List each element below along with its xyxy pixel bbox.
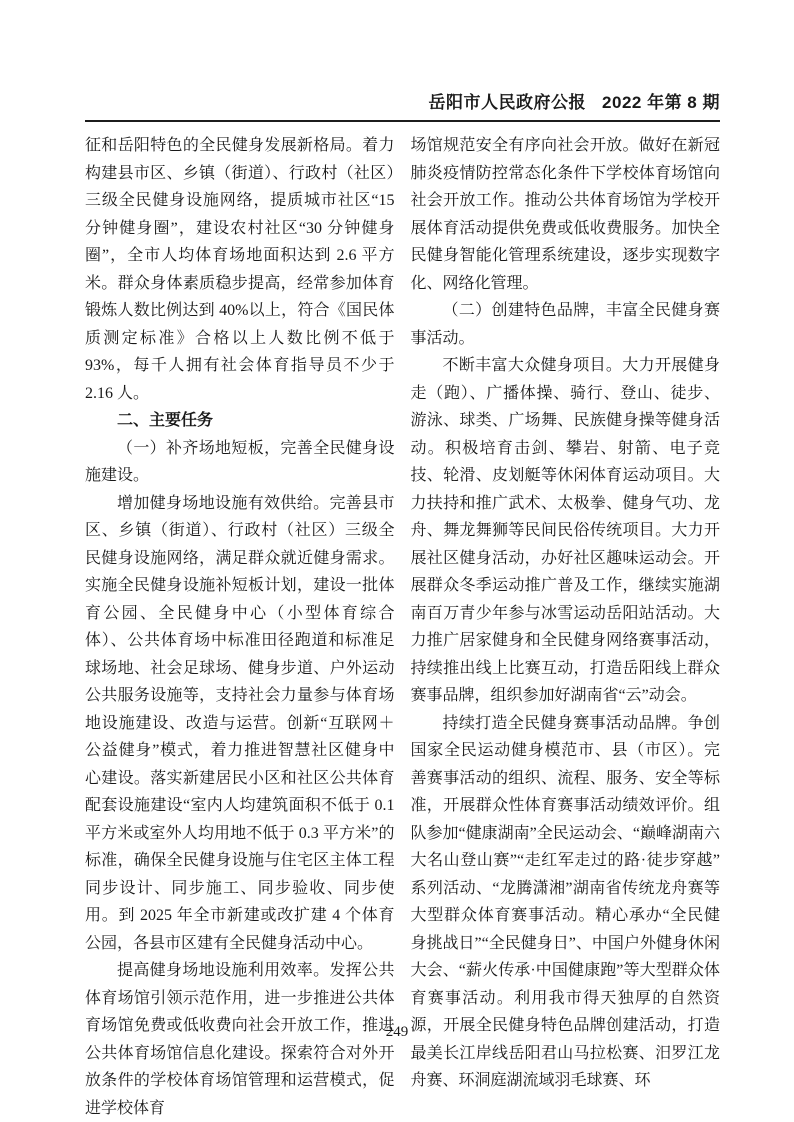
paragraph: 持续打造全民健身赛事活动品牌。争创国家全民运动健身模范市、县（市区）。完善赛事活动的组织、流程、服务、安全等标准，开展群众性体育赛事活动绩效评价。组队参加“健康湖南”全民运动会、“巅峰湖南六大名山登山赛”“走红军走过的路·徒步穿越”系列活动、“龙腾潇湘”湖南省传统龙舟赛等大型群众体育赛事活动。精心承办“全民健身挑战日”“全民健身日”、中国户外健身休闲大会、“薪火传承·中国健康跑”等大型群众体育赛事活动。利用我市得天独厚的自然资源，开展全民健身特色品牌创建活动，打造最美长江岸线岳阳君山马拉松赛、汨罗江龙舟赛、环洞庭湖流域羽毛球赛、环 <box>410 714 720 1089</box>
gazette-title: 岳阳市人民政府公报 <box>428 93 587 112</box>
paragraph-continued: 征和岳阳特色的全民健身发展新格局。着力构建县市区、乡镇（街道）、行政村（社区）三级全民健身设施网络，提质城市社区“15 分钟健身圈”，建设农村社区“30 分钟健身圈”，全市人均体育场地面积达到 2.6 平方米。群众身体素质稳步提高，经常参加体育锻炼人数比例达到 40%以上，符合《国民体质测定标准》合格以上人数比例不低于 93%，每千人拥有社会体育指导员不少于 2.16 人。 <box>85 137 395 402</box>
subsection-heading: （二）创建特色品牌，丰富全民健身赛事活动。 <box>410 302 720 347</box>
article-body <box>85 132 720 1122</box>
header-rule <box>85 120 720 122</box>
subsection-heading: （一）补齐场地短板，完善全民健身设施建设。 <box>85 439 395 484</box>
paragraph: 增加健身场地设施有效供给。完善县市区、乡镇（街道）、行政村（社区）三级全民健身设施网络，满足群众就近健身需求。实施全民健身设施补短板计划，建设一批体育公园、全民健身中心（小型体育综合体）、公共体育场中标准田径跑道和标准足球场地、社会足球场、健身步道、户外运动公共服务设施等，支持社会力量参与体育场地设施建设、改造与运营。创新“互联网＋公益健身”模式，着力推进智慧社区健身中心建设。落实新建居民小区和社区公共体育配套设施建设“室内人均建筑面积不低于 0.1 平方米或室外人均用地不低于 0.3 平方米”的标准，确保全民健身设施与住宅区主体工程同步设计、同步施工、同步验收、同步使用。到 2025 年全市新建或改扩建 4 个体育公园，各县市区建有全民健身活动中心。 <box>85 494 395 952</box>
issue-label: 2022 年第 8 期 <box>602 93 720 112</box>
section-heading: 二、主要任务 <box>117 412 214 429</box>
paragraph: 提高健身场地设施利用效率。发挥公共体育场馆引领示范作用，进一步推进公共体育场馆免费或低收费向社会开放工作，推进公共体育场馆信息化建设。探索符合对外开放条件的学校体育场馆管理和运营模式，促进学校体育 <box>85 962 395 1117</box>
right-column <box>411 132 721 1122</box>
page-header <box>85 88 720 113</box>
left-column <box>85 132 395 1122</box>
paragraph: 不断丰富大众健身项目。大力开展健身走（跑）、广播体操、骑行、登山、徒步、游泳、球类、广场舞、民族健身操等健身活动。积极培育击剑、攀岩、射箭、电子竞技、轮滑、皮划艇等休闲体育运动项目。大力扶持和推广武术、太极拳、健身气功、龙舟、舞龙舞狮等民间民俗传统项目。大力开展社区健身活动，办好社区趣味运动会。开展群众冬季运动推广普及工作，继续实施湖南百万青少年参与冰雪运动岳阳站活动。大力推广居家健身和全民健身网络赛事活动，持续推出线上比赛互动，打造岳阳线上群众赛事品牌，组织参加好湖南省“云”动会。 <box>410 357 720 704</box>
paragraph-continued: 场馆规范安全有序向社会开放。做好在新冠肺炎疫情防控常态化条件下学校体育场馆向社会开放工作。推动公共体育场馆为学校开展体育活动提供免费或低收费服务。加快全民健身智能化管理系统建设，逐步实现数字化、网络化管理。 <box>410 137 720 292</box>
page-number: 249 <box>385 1024 409 1040</box>
